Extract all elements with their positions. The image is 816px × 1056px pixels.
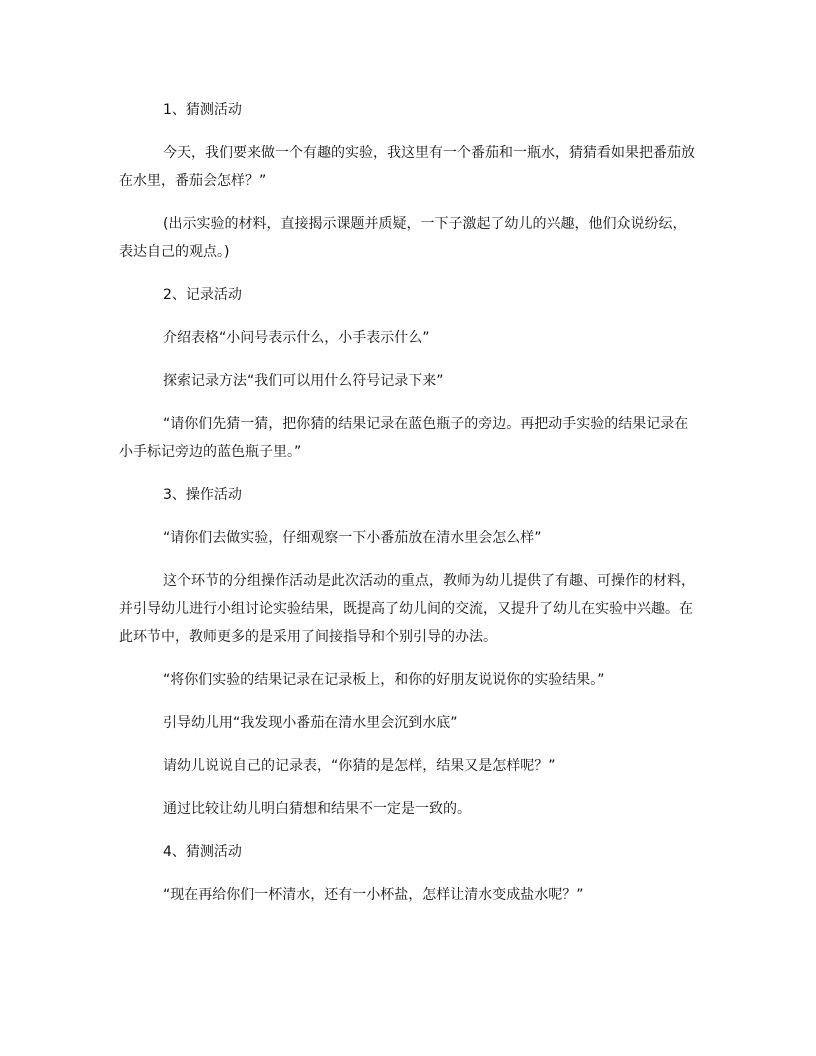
document-body	[119, 96, 695, 909]
paragraph: 引导幼儿用“我发现小番茄在清水里会沉到水底”	[163, 715, 458, 731]
paragraph: 通过比较让幼儿明白猜想和结果不一定是一致的。	[163, 801, 471, 817]
paragraph: 介绍表格“小问号表示什么，小手表示什么”	[163, 330, 430, 346]
paragraph: “现在再给你们一杯清水，还有一小杯盐，怎样让清水变成盐水呢？”	[163, 887, 584, 903]
paragraph: 今天，我们要来做一个有趣的实验，我这里有一个番茄和一瓶水，猜猜看如果把番茄放在水里，番茄会怎样？”	[119, 145, 695, 189]
paragraph: 探索记录方法“我们可以用什么符号记录下来”	[163, 373, 444, 389]
paragraph: “请你们去做实验，仔细观察一下小番茄放在清水里会怎么样”	[163, 530, 542, 546]
section-heading-guess: 1、猜测活动	[163, 102, 242, 118]
section-heading-operate: 3、操作活动	[163, 487, 242, 503]
paragraph: “将你们实验的结果记录在记录板上，和你的好朋友说说你的实验结果。”	[163, 672, 605, 688]
paragraph: 请幼儿说说自己的记录表，“你猜的是怎样，结果又是怎样呢？”	[163, 758, 556, 774]
section-heading-guess-2: 4、猜测活动	[163, 844, 242, 860]
section-heading-record: 2、记录活动	[163, 287, 242, 303]
paragraph: “请你们先猜一猜，把你猜的结果记录在蓝色瓶子的旁边。再把动手实验的结果记录在小手标记旁边的蓝色瓶子里。”	[119, 416, 689, 460]
paragraph: 这个环节的分组操作活动是此次活动的重点，教师为幼儿提供了有趣、可操作的材料，并引导幼儿进行小组讨论实验结果，既提高了幼儿间的交流，又提升了幼儿在实验中兴趣。在此环节中，教师更多的是采用了间接指导和个别引导的办法。	[119, 573, 695, 645]
paragraph: (出示实验的材料，直接揭示课题并质疑，一下子激起了幼儿的兴趣，他们众说纷纭，表达自己的观点。)	[119, 216, 687, 260]
